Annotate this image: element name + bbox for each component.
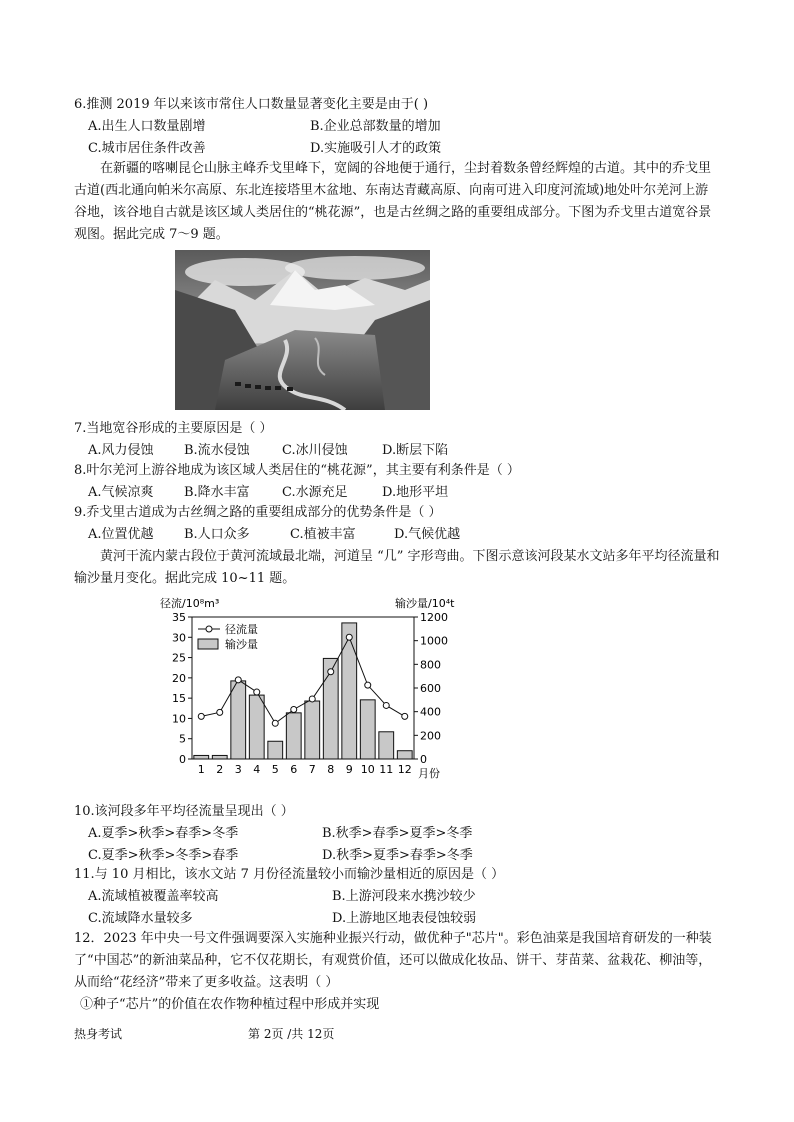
q10-option-c: C.夏季>秋季>冬季>春季 bbox=[88, 848, 239, 863]
left-tick-label: 15 bbox=[172, 692, 186, 706]
valley-landscape-photo bbox=[175, 250, 430, 410]
q6-stem: 6.推测 2019 年以来该市常住人口数量显著变化主要是由于( ) bbox=[74, 97, 429, 112]
x-tick-label: 7 bbox=[308, 763, 316, 776]
x-tick-label: 8 bbox=[327, 763, 335, 776]
left-tick-label: 20 bbox=[172, 671, 186, 685]
legend-runoff-label: 径流量 bbox=[225, 623, 258, 636]
x-tick-label: 3 bbox=[234, 763, 242, 776]
x-axis-title: 月份 bbox=[418, 767, 440, 780]
runoff-point bbox=[291, 707, 297, 713]
runoff-point bbox=[235, 677, 241, 683]
sediment-bar bbox=[360, 700, 375, 759]
x-tick-label: 5 bbox=[271, 763, 279, 776]
q8-stem: 8.叶尔羌河上游谷地成为该区域人类居住的“桃花源”，其主要有利条件是（ ） bbox=[74, 463, 520, 478]
q12-stem: 12．2023 年中央一号文件强调要深入实施种业振兴行动，做优种子"芯片"。彩色油菜是我国培育研发的一种装了“中国芯”的新油菜品种，它不仅花期长，有观赏价值，还可以做成化妆品、饼干、芽苗菜、盆栽花、柳油等，从而给“花经济”带来了更多收益。这表明（ ） bbox=[74, 931, 712, 990]
sediment-bar bbox=[268, 741, 283, 759]
right-tick-label: 200 bbox=[420, 729, 441, 743]
q8-option-b: B.降水丰富 bbox=[184, 485, 250, 500]
left-tick-label: 10 bbox=[172, 712, 186, 726]
x-tick-label: 10 bbox=[360, 763, 375, 776]
left-axis-title: 径流/10⁸m³ bbox=[160, 597, 220, 610]
q7-option-b: B.流水侵蚀 bbox=[184, 443, 250, 458]
sediment-bar bbox=[305, 701, 320, 759]
sediment-bar bbox=[249, 695, 264, 759]
q6-option-a: A.出生人口数量剧增 bbox=[88, 119, 206, 134]
legend-bar-marker bbox=[198, 639, 218, 649]
runoff-point bbox=[309, 696, 315, 702]
legend-point-marker bbox=[206, 626, 212, 632]
q6-option-d: D.实施吸引人才的政策 bbox=[310, 141, 442, 156]
x-tick-label: 12 bbox=[397, 763, 412, 776]
q9-option-b: B.人口众多 bbox=[184, 527, 250, 542]
runoff-point bbox=[365, 682, 371, 688]
runoff-point bbox=[198, 713, 204, 719]
q11-option-c: C.流域降水量较多 bbox=[88, 911, 193, 926]
q10-stem: 10.该河段多年平均径流量呈现出（ ） bbox=[74, 804, 294, 819]
q7-stem: 7.当地宽谷形成的主要原因是（ ） bbox=[74, 421, 273, 436]
right-tick-label: 600 bbox=[420, 682, 441, 695]
sediment-bar bbox=[212, 755, 227, 759]
q9-option-a: A.位置优越 bbox=[88, 527, 154, 542]
q11-option-d: D.上游地区地表侵蚀较弱 bbox=[332, 911, 477, 926]
q7-option-c: C.冰川侵蚀 bbox=[282, 443, 348, 458]
q8-option-c: C.水源充足 bbox=[282, 485, 348, 500]
runoff-point bbox=[328, 669, 334, 675]
sediment-bar bbox=[194, 755, 209, 759]
left-tick-label: 35 bbox=[172, 611, 186, 624]
chart-svg bbox=[150, 595, 480, 780]
q6-option-c: C.城市居住条件改善 bbox=[88, 141, 206, 156]
q9-option-c: C.植被丰富 bbox=[290, 527, 356, 542]
sediment-bar bbox=[379, 732, 394, 759]
left-tick-label: 5 bbox=[179, 732, 186, 746]
runoff-point bbox=[402, 713, 408, 719]
passage-1: 在新疆的喀喇昆仑山脉主峰乔戈里峰下，宽阔的谷地便于通行，尘封着数条曾经辉煌的古道。其中的乔戈里古道(西北通向帕米尔高原、东北连接塔里木盆地、东南达青藏高原、向南可进入印度河流域)地处叶尔羌河上游谷地，该谷地自古就是该区域人类居住的“桃花源”，也是古丝绸之路的重要组成部分。下图为乔戈里古道宽谷景观图。据此完成 7～9 题。 bbox=[74, 161, 712, 242]
left-tick-label: 30 bbox=[172, 631, 186, 645]
q11-stem: 11.与 10 月相比，该水文站 7 月份径流量较小而输沙量相近的原因是（ ） bbox=[74, 867, 505, 882]
right-tick-label: 400 bbox=[420, 705, 441, 719]
runoff-point bbox=[217, 709, 223, 715]
q11-option-a: A.流域植被覆盖率较高 bbox=[88, 889, 219, 904]
q10-option-b: B.秋季>春季>夏季>冬季 bbox=[322, 826, 473, 841]
q9-stem: 9.乔戈里古道成为古丝绸之路的重要组成部分的优势条件是（ ） bbox=[74, 505, 442, 520]
runoff-point bbox=[346, 634, 352, 640]
right-tick-label: 1200 bbox=[420, 611, 448, 624]
q10-option-d: D.秋季>夏季>春季>冬季 bbox=[322, 848, 473, 863]
q7-option-a: A.风力侵蚀 bbox=[88, 443, 154, 458]
footer-exam-label: 热身考试 bbox=[74, 1027, 123, 1041]
legend-sediment-label: 输沙量 bbox=[225, 638, 258, 651]
runoff-sediment-chart bbox=[150, 595, 480, 780]
left-tick-label: 25 bbox=[172, 651, 186, 665]
q7-option-d: D.断层下陷 bbox=[382, 443, 449, 458]
x-tick-label: 1 bbox=[197, 763, 205, 776]
q12-item-1: ①种子“芯片”的价值在农作物种植过程中形成并实现 bbox=[80, 997, 380, 1012]
sediment-bar bbox=[397, 751, 412, 759]
right-tick-label: 1000 bbox=[420, 634, 448, 648]
right-tick-label: 800 bbox=[420, 658, 441, 672]
runoff-point bbox=[272, 720, 278, 726]
passage-2: 黄河干流内蒙古段位于黄河流域最北端，河道呈 “几” 字形弯曲。下图示意该河段某水文站多年平均径流量和输沙量月变化。据此完成 10~11 题。 bbox=[74, 549, 720, 586]
sediment-bar bbox=[342, 623, 357, 759]
sediment-bar bbox=[231, 681, 246, 759]
chart-legend bbox=[198, 622, 258, 651]
q6-option-b: B.企业总部数量的增加 bbox=[310, 119, 441, 134]
right-axis-title: 输沙量/10⁴t bbox=[395, 597, 455, 610]
x-tick-label: 11 bbox=[379, 763, 394, 776]
x-tick-label: 6 bbox=[290, 763, 298, 776]
runoff-point bbox=[383, 702, 389, 708]
runoff-point bbox=[254, 689, 260, 695]
x-tick-label: 4 bbox=[253, 763, 261, 776]
page-number: 第 2页 /共 12页 bbox=[248, 1027, 335, 1041]
q11-option-b: B.上游河段来水携沙较少 bbox=[332, 889, 476, 904]
sediment-bar bbox=[286, 713, 301, 759]
q8-option-a: A.气候凉爽 bbox=[88, 485, 154, 500]
q9-option-d: D.气候优越 bbox=[394, 527, 461, 542]
left-tick-label: 0 bbox=[179, 753, 186, 766]
q10-option-a: A.夏季>秋季>春季>冬季 bbox=[88, 826, 239, 841]
x-tick-label: 2 bbox=[216, 763, 224, 776]
x-tick-label: 9 bbox=[345, 763, 353, 776]
q8-option-d: D.地形平坦 bbox=[382, 485, 449, 500]
right-tick-label: 0 bbox=[420, 753, 427, 766]
